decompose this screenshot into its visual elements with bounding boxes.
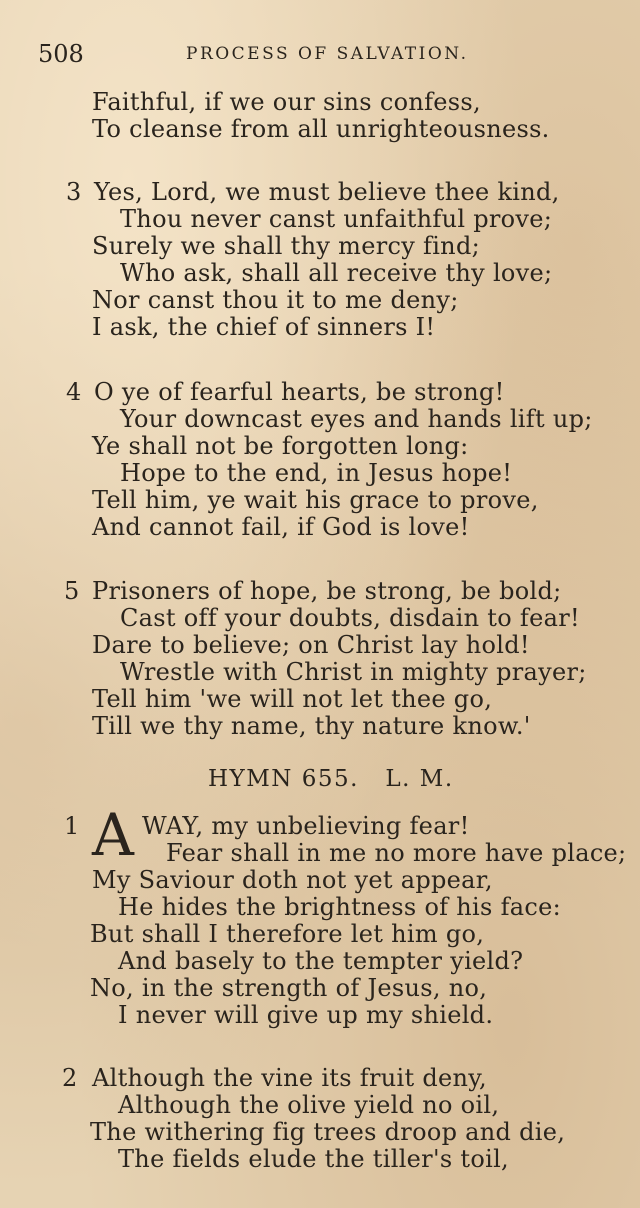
stanza-number: 2 bbox=[62, 1064, 78, 1092]
verse-line: Although the vine its fruit deny, bbox=[92, 1064, 487, 1092]
verse-line: Thou never canst unfaithful prove; bbox=[120, 205, 553, 233]
verse-line: My Saviour doth not yet appear, bbox=[92, 866, 493, 894]
verse-line: Dare to believe; on Christ lay hold! bbox=[92, 631, 530, 659]
verse-line: Fear shall in me no more have place; bbox=[166, 839, 627, 867]
verse-line: Yes, Lord, we must believe thee kind, bbox=[94, 178, 560, 206]
verse-line: I never will give up my shield. bbox=[118, 1001, 494, 1029]
verse-line: He hides the brightness of his face: bbox=[118, 893, 561, 921]
verse-line: Tell him, ye wait his grace to prove, bbox=[92, 486, 539, 514]
stanza-number: 4 bbox=[66, 378, 82, 406]
verse-line: The fields elude the tiller's toil, bbox=[118, 1145, 509, 1173]
verse-line: Ye shall not be forgotten long: bbox=[92, 432, 469, 460]
page-header bbox=[38, 40, 600, 72]
verse-line: Till we thy name, thy nature know.' bbox=[92, 712, 531, 740]
verse-line: Hope to the end, in Jesus hope! bbox=[120, 459, 513, 487]
verse-line: Tell him 'we will not let thee go, bbox=[92, 685, 493, 713]
running-title: PROCESS OF SALVATION. bbox=[186, 44, 469, 64]
verse-line: Wrestle with Christ in mighty prayer; bbox=[120, 658, 587, 686]
verse-line: And cannot fail, if God is love! bbox=[92, 513, 470, 541]
stanza-number: 1 bbox=[64, 812, 80, 840]
verse-line: Who ask, shall all receive thy love; bbox=[120, 259, 553, 287]
verse-line: And basely to the tempter yield? bbox=[118, 947, 524, 975]
stanza-number: 5 bbox=[64, 577, 80, 605]
verse-line: Your downcast eyes and hands lift up; bbox=[120, 405, 593, 433]
verse-line: Surely we shall thy mercy find; bbox=[92, 232, 480, 260]
stanza-number: 3 bbox=[66, 178, 82, 206]
page-number: 508 bbox=[38, 40, 84, 68]
verse-line: Although the olive yield no oil, bbox=[118, 1091, 500, 1119]
verse-line: Nor canst thou it to me deny; bbox=[92, 286, 459, 314]
verse-line: WAY, my unbelieving fear! bbox=[142, 812, 470, 840]
drop-cap: A bbox=[92, 801, 134, 869]
verse-line: The withering fig trees droop and die, bbox=[90, 1118, 566, 1146]
verse-line: O ye of fearful hearts, be strong! bbox=[94, 378, 505, 406]
verse-line: Prisoners of hope, be strong, be bold; bbox=[92, 577, 562, 605]
hymn-title: HYMN 655. L. M. bbox=[208, 766, 454, 792]
verse-line: Cast off your doubts, disdain to fear! bbox=[120, 604, 580, 632]
verse-line: To cleanse from all unrighteousness. bbox=[92, 115, 550, 143]
verse-line: I ask, the chief of sinners I! bbox=[92, 313, 436, 341]
verse-line: Faithful, if we our sins confess, bbox=[92, 88, 481, 116]
verse-line: But shall I therefore let him go, bbox=[90, 920, 485, 948]
verse-line: No, in the strength of Jesus, no, bbox=[90, 974, 488, 1002]
